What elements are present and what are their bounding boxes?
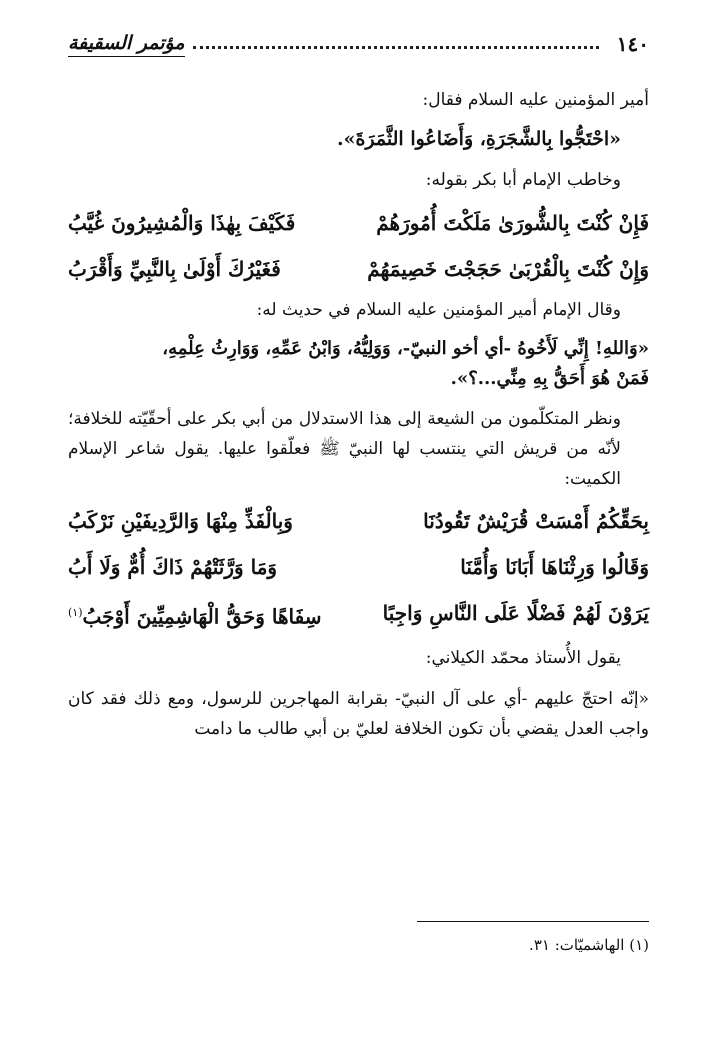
paragraph-5: يقول الأُستاذ محمّد الكيلاني:: [425, 647, 621, 668]
verse-second-hemistich: [68, 598, 341, 632]
dotted-leader: [193, 46, 599, 49]
quote-2-line-2: فَمَنْ هُوَ أَحَقُّ بِهِ مِنِّي...؟».: [450, 368, 649, 389]
paragraph-4: ونظر المتكلّمون من الشيعة إلى هذا الاستدلال من أبي بكر على أحقّيّته للخلافة؛ لأنّه من قريش التي ينتسب لها النبيّ ﷺ فعلّقوا عليها. يقول شاعر الإسلام الكميت:: [68, 409, 621, 489]
page-header: [68, 28, 649, 60]
verse-first-hemistich: وَقَالُوا وَرِثْنَاهَا أَبَانَا وَأُمَّنَا: [460, 555, 649, 579]
verse-first-hemistich: يَرَوْنَ لَهُمْ فَضْلًا عَلَى النَّاسِ وَاجِبًا: [382, 601, 649, 625]
footnote-divider: [417, 921, 649, 922]
footnote-marker: (١): [68, 606, 83, 619]
verses-group-2: [68, 506, 649, 632]
quote-3: «إنّه احتجّ عليهم -أي على آل النبيّ- بقرابة المهاجرين للرسول، ومع ذلك فقد كان واجب العدل يقضي بأن تكون الخلافة لعليّ بن أبي طالب ما دامت: [68, 688, 649, 739]
verse-line: [68, 254, 649, 284]
verse-first-hemistich: فَإِنْ كُنْتَ بِالشُّورَىٰ مَلَكْتَ أُمُورَهُمْ: [376, 211, 649, 235]
verse-second-hemistich: وَمَا وَرَّثَتْهُمْ ذَاكَ أُمٌّ وَلَا أَبُ: [68, 555, 278, 579]
footnote: (١) الهاشميّات: ٣١.: [529, 936, 649, 954]
verse-second-hemistich: وَبِالْفَذِّ مِنْهَا وَالرَّدِيفَيْنِ نَرْكَبُ: [68, 509, 293, 533]
verses-group-1: [68, 208, 649, 284]
book-title: مؤتمر السقيفة: [68, 32, 185, 57]
verse-first-hemistich: بِحَقِّكُمُ أَمْسَتْ قُرَيْشٌ تَقُودُنَا: [423, 509, 649, 533]
paragraph-3: وقال الإمام أمير المؤمنين عليه السلام في حديث له:: [256, 300, 621, 320]
verse-first-hemistich: وَإِنْ كُنْتَ بِالْقُرْبَىٰ حَجَجْتَ خَصِيمَهُمْ: [367, 257, 649, 281]
quote-1: «احْتَجُّوا بِالشَّجَرَةِ، وَأَضَاعُوا الثَّمَرَةَ».: [336, 128, 621, 150]
verse-second-hemistich: فَكَيْفَ بِهٰذَا وَالْمُشِيرُونَ غُيَّبُ: [68, 211, 296, 235]
verse-text: سِفَاهًا وَحَقُّ الْهَاشِمِيِّينَ أَوْجَبُ: [82, 604, 322, 629]
paragraph-1: أمير المؤمنين عليه السلام فقال:: [422, 90, 649, 110]
quote-2-line-1: «وَاللهِ! إِنِّي لَأَخُوهُ -أي أخو النبيّ-، وَوَلِيُّهُ، وَابْنُ عَمِّهِ، وَوَارِثُ عِلْمِهِ،: [162, 338, 649, 359]
verse-line: [68, 506, 649, 536]
verse-line: [68, 552, 649, 582]
verse-second-hemistich: فَغَيْرُكَ أَوْلَىٰ بِالنَّبِيِّ وَأَقْرَبُ: [68, 257, 281, 281]
paragraph-2: وخاطب الإمام أبا بكر بقوله:: [425, 170, 621, 190]
verse-line: [68, 598, 649, 632]
verse-line: [68, 208, 649, 238]
page-body: [68, 86, 649, 744]
page-number: ١٤٠: [616, 32, 649, 56]
